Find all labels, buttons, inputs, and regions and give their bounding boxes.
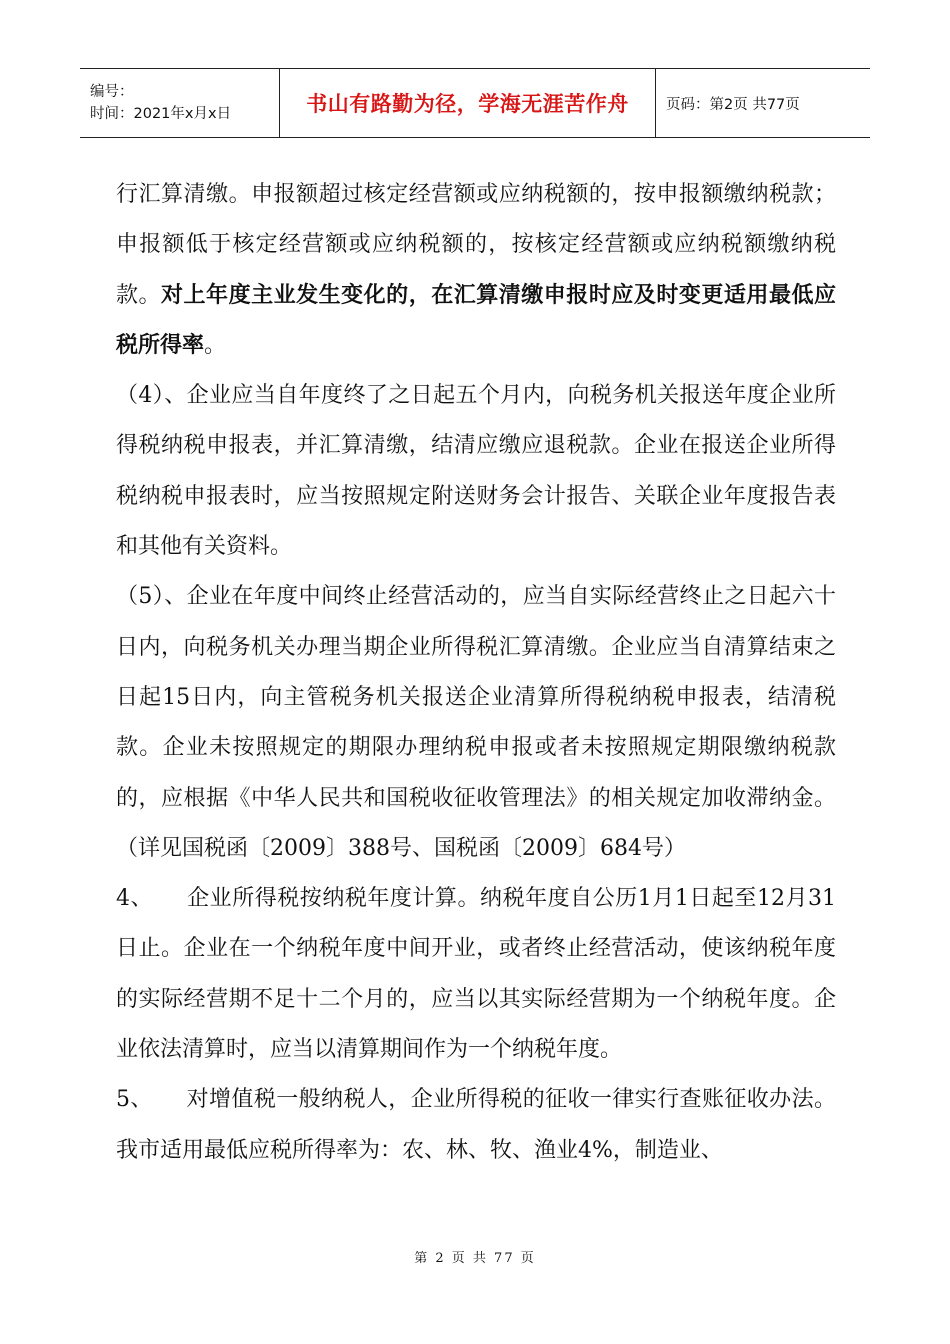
paragraph-4: 4、 企业所得税按纳税年度计算。纳税年度自公历1月1日起至12月31日止。企业在一个纳税年度中间开业，或者终止经营活动，使该纳税年度的实际经营期不足十二个月的，应当以其实际经营期为一个纳税年度。企业依法清算时，应当以清算期间作为一个纳税年度。: [116, 886, 836, 1063]
document-body: [116, 170, 836, 1176]
paragraph-1-text: 行汇算清缴。申报额超过核定经营额或应纳税额的，按申报额缴纳税款；申报额低于核定经营额或应纳税额的，按核定经营额或应纳税额缴纳税款。: [116, 182, 836, 308]
paragraph-1-tail: 。: [204, 332, 227, 358]
header-page-number: 页码：第2页 共77页: [666, 96, 800, 113]
page-footer: 第 2 页 共 77 页: [414, 1251, 536, 1266]
paragraph-5: 5、 对增值税一般纳税人，企业所得税的征收一律实行查账征收办法。我市适用最低应税所得率为：农、林、牧、渔业4%，制造业、: [116, 1087, 836, 1163]
header-meta: [80, 69, 280, 137]
document-date: 时间：2021年x月x日: [90, 106, 232, 122]
page-header: [80, 68, 870, 138]
header-motto: 书山有路勤为径，学海无涯苦作舟: [280, 69, 656, 137]
paragraph-1: [116, 170, 836, 371]
paragraph-2: （4）、企业应当自年度终了之日起五个月内，向税务机关报送年度企业所得税纳税申报表，并汇算清缴，结清应缴应退税款。企业在报送企业所得税纳税申报表时，应当按照规定附送财务会计报告、关联企业年度报告表和其他有关资料。: [116, 383, 836, 560]
document-number-label: 编号：: [90, 84, 134, 100]
paragraph-3: （5）、企业在年度中间终止经营活动的，应当自实际经营终止之日起六十日内，向税务机关办理当期企业所得税汇算清缴。企业应当自清算结束之日起15日内，向主管税务机关报送企业清算所得税纳税申报表，结清税款。企业未按照规定的期限办理纳税申报或者未按照规定期限缴纳税款的，应根据《中华人民共和国税收征收管理法》的相关规定加收滞纳金。（详见国税函〔2009〕388号、国税函〔2009〕684号）: [116, 584, 836, 861]
paragraph-1-bold-text: 对上年度主业发生变化的，在汇算清缴申报时应及时变更适用最低应税所得率: [116, 282, 836, 358]
